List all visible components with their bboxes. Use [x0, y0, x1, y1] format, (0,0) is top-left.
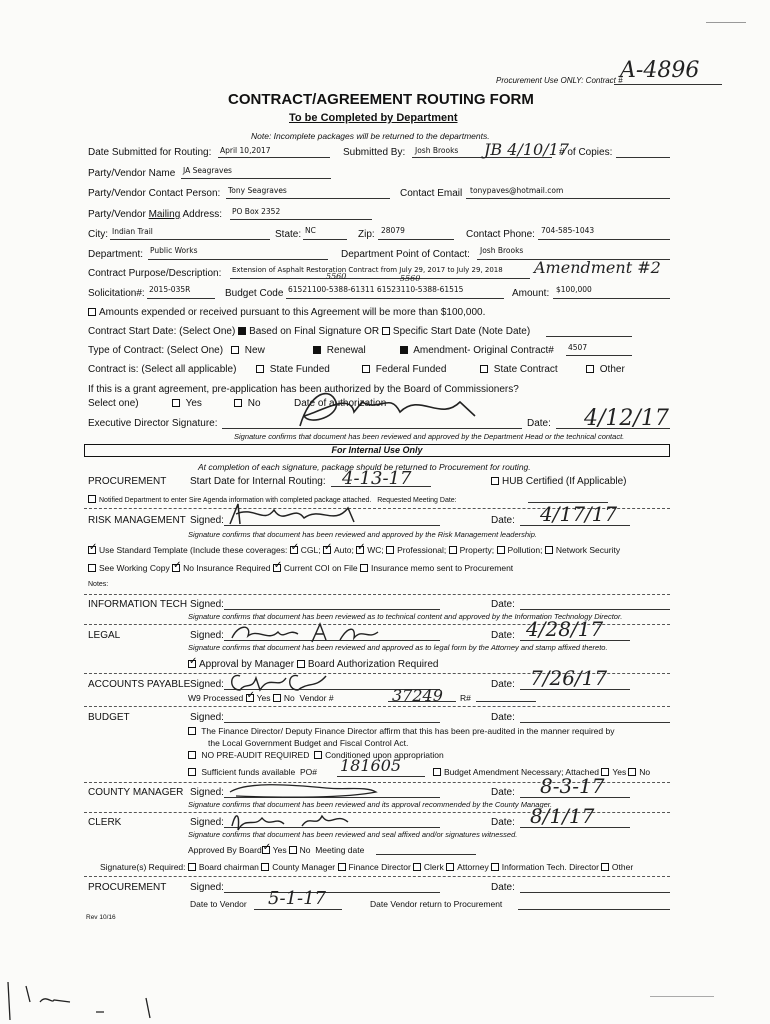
legal-signed-label: Signed:	[190, 630, 224, 641]
budget-date-label: Date:	[491, 712, 515, 723]
county-date-label: Date:	[491, 787, 515, 798]
return-note: At completion of each signature, package should be returned to Procurement for routing.	[198, 462, 531, 472]
exec-date-label: Date:	[527, 418, 551, 429]
board-auth-checkbox[interactable]	[297, 660, 305, 668]
vendor-name-label: Party/Vendor Name	[88, 168, 176, 179]
date-to-vendor-value: 5-1-17	[268, 888, 326, 909]
proc2-signed-label: Signed:	[190, 882, 224, 893]
risk-date-value: 4/17/17	[540, 502, 618, 526]
incomplete-note: Note: Incomplete packages will be returned to the departments.	[251, 131, 490, 141]
board-no-checkbox[interactable]	[289, 846, 297, 854]
grant-no-checkbox[interactable]	[234, 399, 242, 407]
amount-value[interactable]: $100,000	[556, 285, 592, 294]
conditioned-checkbox[interactable]	[314, 751, 322, 759]
state-contract-checkbox[interactable]	[480, 365, 488, 373]
ap-date-label: Date:	[491, 679, 515, 690]
budget-code-value[interactable]: 61521100-5388-61311 61523110-5388-61515	[288, 285, 464, 294]
sr-county-checkbox[interactable]	[261, 863, 269, 871]
type-renewal-checkbox[interactable]	[313, 346, 321, 354]
contact-email-value[interactable]: tonypaves@hotmail.com	[470, 186, 564, 195]
start-specific-checkbox[interactable]	[382, 327, 390, 335]
budget-code-hw-a: 5560	[326, 272, 347, 281]
sr-finance-checkbox[interactable]	[338, 863, 346, 871]
internal-use-title: For Internal Use Only	[331, 445, 423, 455]
county-label: COUNTY MANAGER	[88, 787, 184, 798]
wc-checkbox[interactable]	[356, 546, 364, 554]
it-label: INFORMATION TECH	[88, 599, 188, 610]
original-contract-value[interactable]: 4507	[568, 343, 588, 352]
grant-yes: Yes	[172, 398, 202, 409]
form-title: CONTRACT/AGREEMENT ROUTING FORM	[228, 91, 534, 108]
exec-note: Signature confirms that document has been reviewed and approved by the Department Head or the technical contact.	[234, 432, 625, 441]
legal-approval-row: ✓Approval by Manager Board Authorization Required	[188, 659, 438, 670]
amount-label: Amount:	[512, 288, 550, 299]
ap-label: ACCOUNTS PAYABLE	[88, 679, 191, 690]
budget-preaudit-2: the Local Government Budget and Fiscal Control Act.	[208, 738, 409, 748]
w9-row: W9 Processed ✓ Yes No Vendor #	[188, 693, 334, 703]
legal-label: LEGAL	[88, 630, 121, 641]
type-renewal: Renewal	[313, 345, 366, 356]
r-number-label: R#	[460, 693, 471, 703]
start-final-checkbox[interactable]	[238, 327, 246, 335]
clerk-label: CLERK	[88, 817, 122, 828]
insurance-row: See Working Copy ✓ No Insurance Required ✓ Current COI on File Insurance memo sent to Procurement	[88, 563, 513, 573]
risk-date-label: Date:	[491, 515, 515, 526]
date-vendor-return-label: Date Vendor return to Procurement	[370, 899, 503, 909]
proc2-date-label: Date:	[491, 882, 515, 893]
prof-checkbox[interactable]	[386, 546, 394, 554]
internal-use-bar	[84, 444, 670, 457]
coi-checkbox[interactable]	[273, 564, 281, 572]
approval-manager-checkbox[interactable]	[188, 660, 196, 668]
county-date-value: 8-3-17	[540, 774, 605, 798]
poll-checkbox[interactable]	[497, 546, 505, 554]
std-template-checkbox[interactable]	[88, 546, 96, 554]
approved-board-row: Approved By Board✓ Yes No Meeting date	[188, 845, 364, 855]
phone-value[interactable]: 704-585-1043	[541, 226, 595, 235]
ap-signed-label: Signed:	[190, 679, 224, 690]
exec-signature	[290, 382, 490, 432]
no-preaudit-checkbox[interactable]	[188, 751, 196, 759]
budget-code-hw-b: 5560	[400, 274, 421, 283]
legal-note: Signature confirms that document has been reviewed and approved as to legal form by the Attorney and stamp affixed thereto.	[188, 643, 608, 652]
state-value[interactable]: NC	[305, 226, 316, 235]
phone-label: Contact Phone:	[466, 229, 535, 240]
date-submitted-value[interactable]: April 10,2017	[220, 146, 271, 155]
over-100k-row: Amounts expended or received pursuant to this Agreement will be more than $100,000.	[88, 307, 485, 318]
state-label: State:	[275, 229, 302, 240]
date-submitted-label: Date Submitted for Routing:	[88, 147, 212, 158]
other-checkbox[interactable]	[586, 365, 594, 373]
legal-date-label: Date:	[491, 630, 515, 641]
department-value[interactable]: Public Works	[150, 246, 198, 255]
clerk-date-label: Date:	[491, 817, 515, 828]
contact-person-value[interactable]: Tony Seagraves	[228, 186, 287, 195]
po-number-value: 181605	[340, 756, 402, 775]
budget-preaudit: The Finance Director/ Deputy Finance Director affirm that this has been pre-audited in the manner required by	[188, 726, 614, 736]
city-value[interactable]: Indian Trail	[112, 227, 153, 236]
risk-note: Signature confirms that document has been reviewed and approved by the Risk Management leadership.	[188, 530, 537, 539]
prop-checkbox[interactable]	[449, 546, 457, 554]
no-preaudit-row: NO PRE-AUDIT REQUIRED Conditioned upon appropriation	[188, 750, 444, 760]
ap-signature	[226, 668, 346, 694]
budget-amend-row: Budget Amendment Necessary; Attached Yes No	[433, 767, 650, 777]
contract-is-label: Contract is: (Select all applicable)	[88, 364, 237, 375]
grant-no: No	[234, 398, 261, 409]
submitted-by-initials: JB 4/10/17	[484, 140, 569, 159]
signatures-required-row: Signature(s) Required: Board chairman County Manager Finance Director Clerk Attorney Information Tech. Director Other	[100, 862, 634, 872]
risk-label: RISK MANAGEMENT	[88, 515, 186, 526]
grant-yes-checkbox[interactable]	[172, 399, 180, 407]
date-to-vendor-label: Date to Vendor	[190, 899, 247, 909]
procurement-use-label: Procurement Use ONLY: Contract #	[496, 76, 623, 85]
notes-label: Notes:	[88, 581, 109, 588]
auto-checkbox[interactable]	[323, 546, 331, 554]
start-internal-label: Start Date for Internal Routing:	[190, 476, 326, 487]
clerk-signed-label: Signed:	[190, 817, 224, 828]
dept-contact-label: Department Point of Contact:	[341, 249, 470, 260]
sr-clerk-checkbox[interactable]	[413, 863, 421, 871]
hub-checkbox[interactable]	[491, 477, 499, 485]
sr-attorney-checkbox[interactable]	[446, 863, 454, 871]
start-internal-value: 4-13-17	[342, 468, 412, 489]
state-contract: State Contract	[480, 364, 558, 375]
zip-value[interactable]: 28079	[381, 226, 405, 235]
clerk-date-value: 8/1/17	[530, 804, 595, 828]
working-copy-checkbox[interactable]	[88, 564, 96, 572]
budget-label: BUDGET	[88, 712, 130, 723]
it-note: Signature confirms that document has been reviewed as to technical content and approved by the Information Technology Director.	[188, 612, 623, 621]
contract-number: A-4896	[620, 58, 700, 83]
exec-sig-label: Executive Director Signature:	[88, 418, 218, 429]
bottom-scribble	[0, 972, 160, 1022]
risk-signature	[224, 500, 374, 530]
preaudit-checkbox[interactable]	[188, 727, 196, 735]
over-100k-checkbox[interactable]	[88, 308, 96, 316]
date-of-auth-label: Date of authorization	[294, 398, 387, 409]
notified-checkbox[interactable]	[88, 495, 96, 503]
ins-memo-checkbox[interactable]	[360, 564, 368, 572]
sr-board-checkbox[interactable]	[188, 863, 196, 871]
legal-date-value: 4/28/17	[526, 617, 604, 641]
cgl-checkbox[interactable]	[290, 546, 298, 554]
budget-amend-no[interactable]	[628, 768, 636, 776]
procurement-final-label: PROCUREMENT	[88, 882, 167, 893]
mailing-address-value[interactable]: PO Box 2352	[232, 207, 281, 216]
w9-no-checkbox[interactable]	[273, 694, 281, 702]
revision-label: Rev 10/16	[86, 914, 116, 921]
state-funded: State Funded	[256, 364, 330, 375]
net-checkbox[interactable]	[545, 546, 553, 554]
w9-yes-checkbox[interactable]	[246, 694, 254, 702]
amendment-handwritten: Amendment #2	[534, 258, 661, 277]
no-ins-checkbox[interactable]	[172, 564, 180, 572]
type-amendment-checkbox[interactable]	[400, 346, 408, 354]
state-funded-checkbox[interactable]	[256, 365, 264, 373]
purpose-label: Contract Purpose/Description:	[88, 268, 222, 279]
sufficient-checkbox[interactable]	[188, 768, 196, 776]
select-one-label: Select one)	[88, 398, 139, 409]
type-label: Type of Contract: (Select One)	[88, 345, 224, 356]
federal-funded: Federal Funded	[362, 364, 446, 375]
exec-date-value: 4/12/17	[584, 406, 669, 431]
start-date-row: Contract Start Date: (Select One) Based on Final Signature OR Specific Start Date (Note Date)	[88, 326, 531, 337]
it-date-label: Date:	[491, 599, 515, 610]
vendor-number-value: 37249	[392, 686, 443, 705]
it-signed-label: Signed:	[190, 599, 224, 610]
sr-it-checkbox[interactable]	[491, 863, 499, 871]
grant-question: If this is a grant agreement, pre-application has been authorized by the Board of Commissioners?	[88, 384, 519, 395]
submitted-by-label: Submitted By:	[343, 147, 406, 158]
clerk-note: Signature confirms that document has been reviewed and seal affixed and/or signatures witnessed.	[188, 830, 518, 839]
vendor-name-value[interactable]: JA Seagraves	[183, 166, 232, 175]
county-signed-label: Signed:	[190, 787, 224, 798]
purpose-value[interactable]: Extension of Asphalt Restoration Contract from July 29, 2017 to July 29, 2018	[232, 266, 503, 274]
sufficient-row: Sufficient funds available PO#	[188, 767, 317, 777]
notified-row: Notified Department to enter Sire Agenda information with completed package attached. Requested Meeting Date:	[88, 495, 457, 504]
solicitation-value[interactable]: 2015-035R	[149, 285, 191, 294]
type-new-checkbox[interactable]	[231, 346, 239, 354]
county-signature	[226, 780, 386, 800]
other: Other	[586, 364, 625, 375]
zip-label: Zip:	[358, 229, 375, 240]
ap-date-value: 7/26/17	[530, 666, 608, 690]
dept-contact-value[interactable]: Josh Brooks	[480, 246, 524, 255]
form-subtitle: To be Completed by Department	[289, 112, 458, 124]
solicitation-label: Solicitation#:	[88, 288, 145, 299]
department-label: Department:	[88, 249, 144, 260]
federal-funded-checkbox[interactable]	[362, 365, 370, 373]
mailing-address-label: Party/Vendor Mailing Address:	[88, 209, 222, 220]
coverage-row: ✓Use Standard Template (Include these coverages: ✓ CGL; ✓ Auto; ✓ WC; Professional; Property; Pollution; Network Security	[88, 545, 620, 555]
procurement-label: PROCUREMENT	[88, 476, 167, 487]
submitted-by-value[interactable]: Josh Brooks	[415, 146, 459, 155]
budget-amend-checkbox[interactable]	[433, 768, 441, 776]
contact-person-label: Party/Vendor Contact Person:	[88, 188, 221, 199]
type-amendment: Amendment- Original Contract#	[400, 345, 554, 356]
sr-other-checkbox[interactable]	[601, 863, 609, 871]
budget-code-label: Budget Code	[225, 288, 284, 299]
hub-certified: HUB Certified (If Applicable)	[491, 476, 627, 487]
board-yes-checkbox[interactable]	[262, 846, 270, 854]
budget-signed-label: Signed:	[190, 712, 224, 723]
type-new: New	[231, 345, 265, 356]
county-note: Signature confirms that document has been reviewed and its approval recommended by the County Manager.	[188, 800, 553, 809]
contact-email-label: Contact Email	[400, 188, 463, 199]
city-label: City:	[88, 229, 108, 240]
risk-signed-label: Signed:	[190, 515, 224, 526]
copies-label: # of Copies:	[559, 147, 613, 158]
